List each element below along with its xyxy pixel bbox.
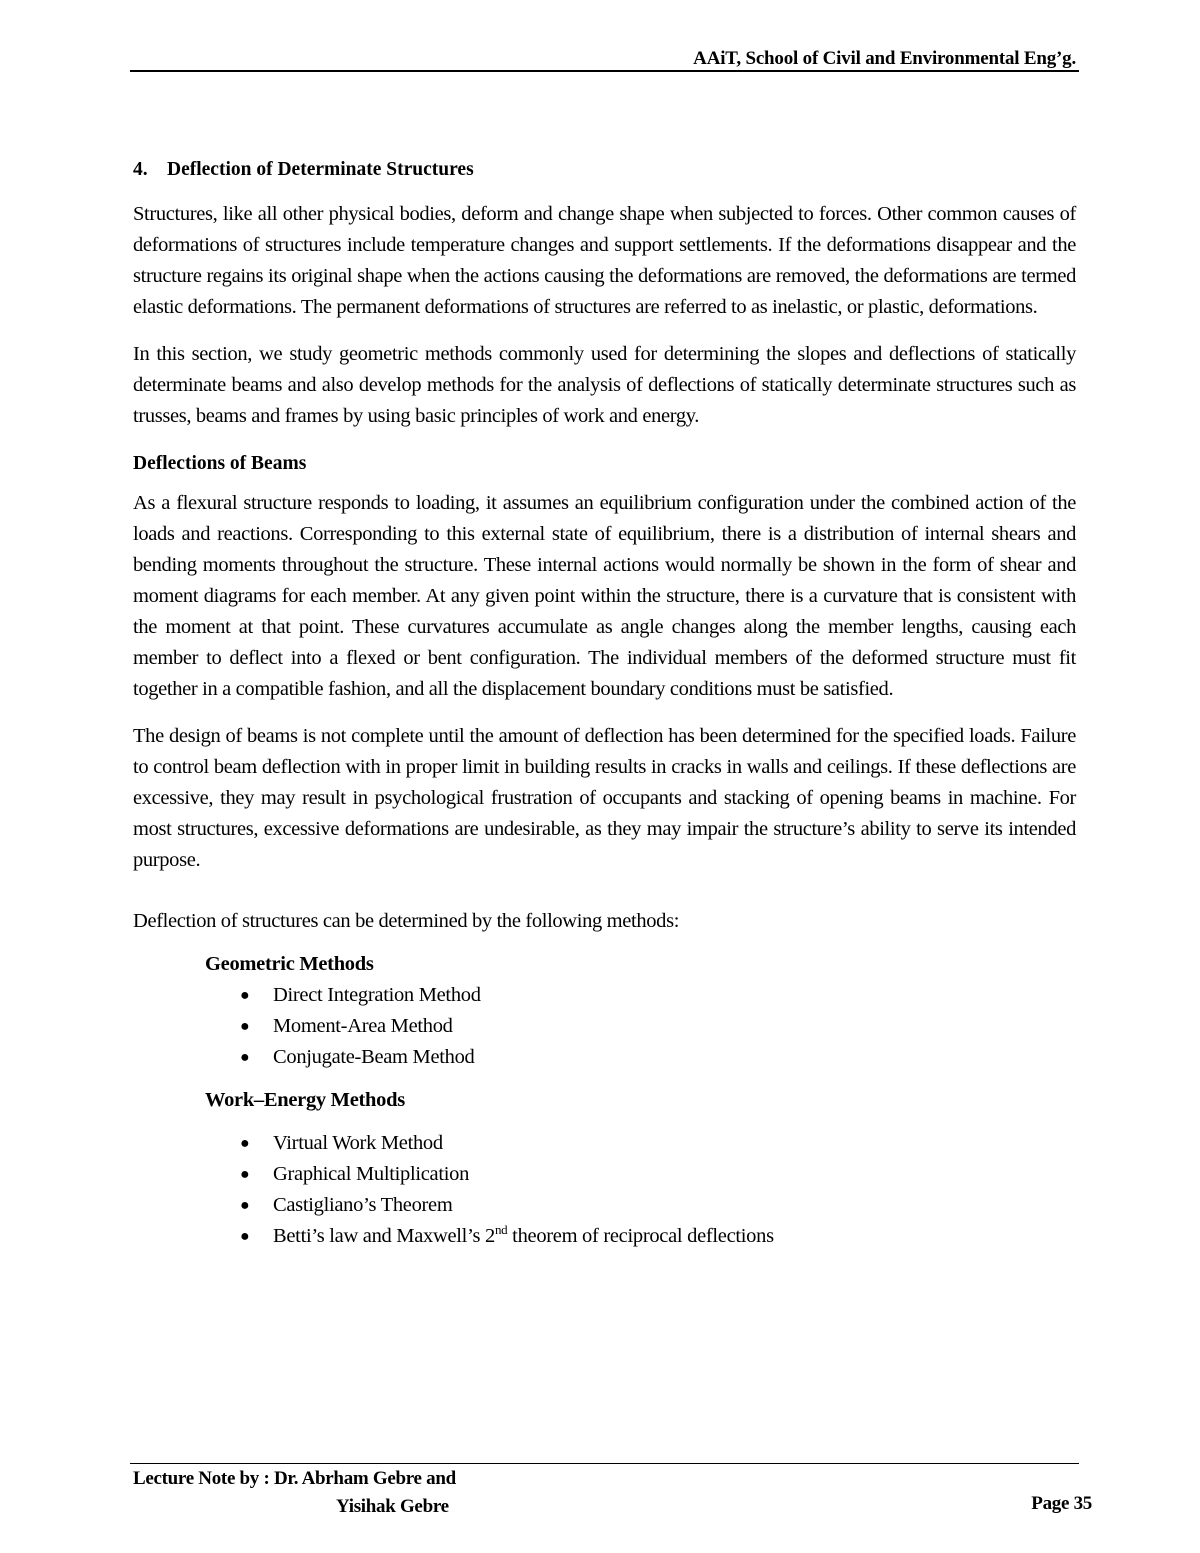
bullet-icon: ●	[240, 1135, 250, 1152]
section-heading	[133, 155, 1076, 185]
page-content	[133, 155, 1076, 1252]
list-item: ● Betti’s law and Maxwell’s 2nd theorem of reciprocal deflections	[240, 1221, 1076, 1252]
geometric-methods-title: Geometric Methods	[205, 953, 374, 975]
page-number: Page 35	[1031, 1493, 1092, 1514]
footer-rule	[130, 1463, 1079, 1464]
list-item: ● Conjugate-Beam Method	[240, 1042, 1076, 1073]
bullet-icon: ●	[240, 987, 250, 1004]
footer-author-2: Yisihak Gebre	[336, 1496, 449, 1517]
bullet-icon: ●	[240, 1228, 250, 1245]
intro-paragraph-1: Structures, like all other physical bodies, deform and change shape when subjected to forces. Other common causes of deformations of structures include temperature changes and support settlements. If the deformations disappear and the structure regains its original shape when the actions causing the deformations are removed, the deformations are termed elastic deformations. The permanent deformations of structures are referred to as inelastic, or plastic, deformations.	[133, 203, 1076, 318]
beams-paragraph-2: The design of beams is not complete until the amount of deflection has been determined for the specified loads. Failure to control beam deflection with in proper limit in building results in cracks in walls and ceilings. If these deflections are excessive, they may result in psychological frustration of occupants and stacking of opening beams in machine. For most structures, excessive deformations are undesirable, as they may impair the structure’s ability to serve its intended purpose.	[133, 725, 1076, 871]
bullet-icon: ●	[240, 1049, 250, 1066]
footer-authors	[133, 1465, 456, 1521]
beams-subheading: Deflections of Beams	[133, 453, 307, 474]
bullet-icon: ●	[240, 1166, 250, 1183]
list-item: ● Castigliano’s Theorem	[240, 1190, 1076, 1221]
list-item: ● Graphical Multiplication	[240, 1159, 1076, 1190]
footer-label: Lecture Note by :	[133, 1468, 270, 1489]
section-number: 4.	[133, 159, 148, 180]
bullet-icon: ●	[240, 1197, 250, 1214]
beams-paragraph-1: As a flexural structure responds to loading, it assumes an equilibrium configuration under the combined action of the loads and reactions. Corresponding to this external state of equilibrium, there is a distribution of internal shears and bending moments throughout the structure. These internal actions would normally be shown in the form of shear and moment diagrams for each member. At any given point within the structure, there is a curvature that is consistent with the moment at that point. These curvatures accumulate as angle changes along the member lengths, causing each member to deflect into a flexed or bent configuration. The individual members of the deformed structure must fit together in a compatible fashion, and all the displacement boundary conditions must be satisfied.	[133, 492, 1076, 700]
list-item: ● Moment-Area Method	[240, 1011, 1076, 1042]
work-energy-methods-title: Work–Energy Methods	[205, 1089, 405, 1111]
list-item: ● Virtual Work Method	[240, 1128, 1076, 1159]
footer-author-1: Dr. Abrham Gebre and	[273, 1468, 456, 1489]
geometric-methods-list	[240, 980, 1076, 1073]
methods-intro: Deflection of structures can be determined by the following methods:	[133, 910, 680, 932]
header-rule	[130, 70, 1079, 72]
list-item: ● Direct Integration Method	[240, 980, 1076, 1011]
work-energy-methods-list	[240, 1128, 1076, 1252]
bullet-icon: ●	[240, 1018, 250, 1035]
section-title: Deflection of Determinate Structures	[167, 159, 474, 180]
page-header: AAiT, School of Civil and Environmental Eng’g.	[693, 48, 1076, 69]
intro-paragraph-2: In this section, we study geometric methods commonly used for determining the slopes and deflections of statically determinate beams and also develop methods for the analysis of deflections of statically determinate structures such as trusses, beams and frames by using basic principles of work and energy.	[133, 343, 1076, 427]
